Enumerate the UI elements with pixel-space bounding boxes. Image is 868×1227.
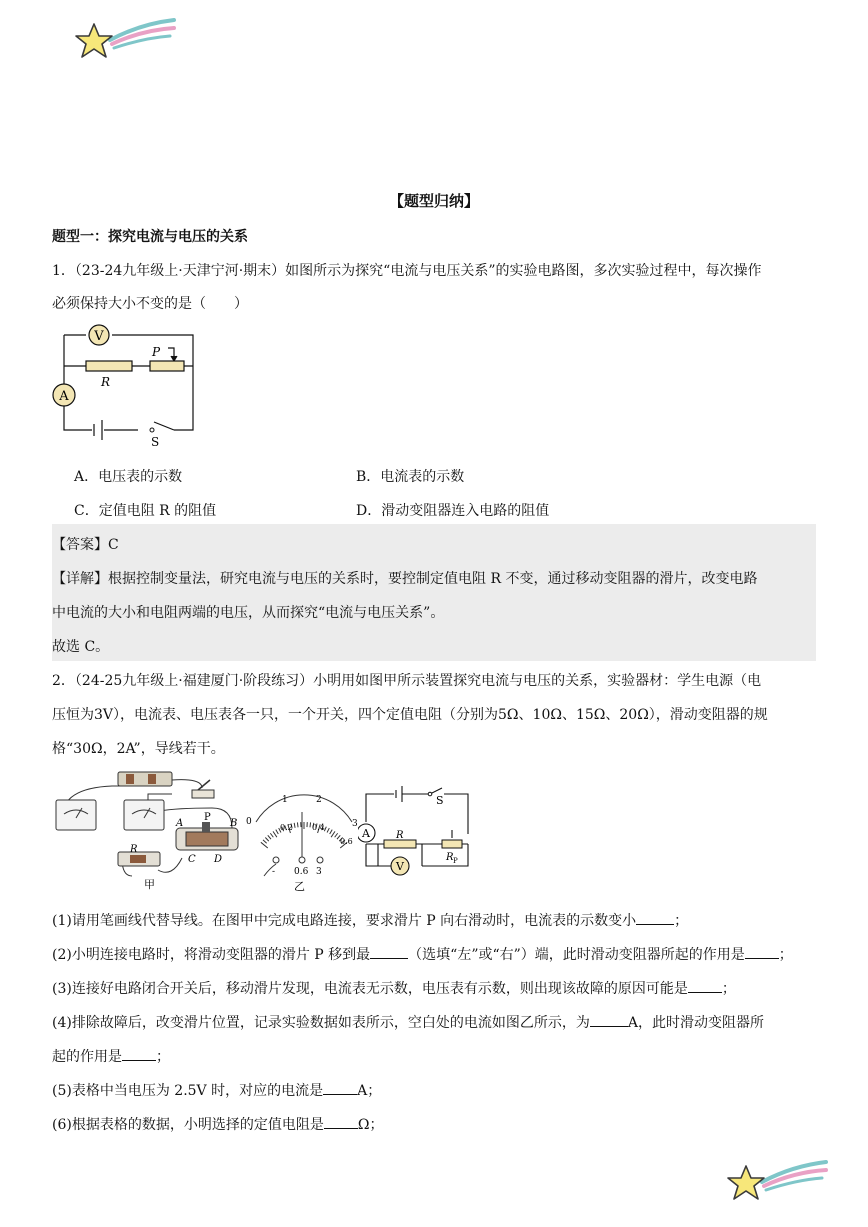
dial-tick-mark [273, 831, 277, 837]
dial-tick-mark [265, 838, 268, 842]
slider-label: P [152, 345, 161, 359]
dial-tick-mark [270, 833, 273, 837]
rheostat-label-a: A [176, 818, 184, 829]
question-2-text-cont2: 格“30Ω，2A”，导线若干。 [52, 741, 225, 757]
answer-blank-6[interactable] [324, 1114, 358, 1129]
answer-blank-4b[interactable] [122, 1046, 156, 1061]
rheostat-label-p: P [204, 812, 211, 823]
option-a[interactable]: A．电压表的示数 [74, 469, 183, 485]
figure-yi-caption: 乙 [294, 880, 305, 893]
figure-jia-caption: 甲 [144, 878, 155, 891]
dial-tick-2: 2 [316, 795, 322, 805]
answer-blank-3[interactable] [688, 978, 722, 993]
answer-box [52, 524, 816, 661]
dial-subtick-3: 0.6 [340, 837, 353, 846]
sub-question-2: (2)小明连接电路时，将滑动变阻器的滑片 P 移到最 （选填“左”或“右”）端，此时滑动变阻器所起的作用是 ； [52, 944, 793, 964]
option-c[interactable]: C．定值电阻 R 的阻值 [74, 503, 217, 519]
sub-question-6: (6)根据表格的数据，小明选择的定值电阻是 Ω； [52, 1114, 383, 1134]
answer-blank-1[interactable] [636, 910, 674, 925]
resistor-label: R [101, 375, 111, 389]
dial-tick-mark [335, 833, 338, 837]
dial-tick-mark [268, 835, 271, 839]
answer-conclusion: 故选 C。 [52, 639, 110, 655]
answer-blank-2b[interactable] [745, 944, 779, 959]
sub-question-4: (4)排除故障后，改变滑片位置，记录实验数据如表所示，空白处的电流如图乙所示，为 A，此时滑动变阻器所 [52, 1012, 764, 1032]
circuit-voltmeter-label: V [396, 860, 404, 873]
q2-circuit-diagram [358, 786, 478, 882]
sub-question-1: (1)请用笔画线代替导线。在图甲中完成电路连接，要求滑片 P 向右滑动时，电流表的示数变小 ； [52, 910, 688, 930]
dial-tick-mark [263, 840, 267, 843]
answer-detail: 【详解】根据控制变量法，研究电流与电压的关系时，要控制定值电阻 R 不变，通过移动变阻器的滑片，改变电路 [52, 571, 758, 587]
question-1-text-cont: 必须保持大小不变的是（ ） [52, 296, 248, 312]
type-heading: 题型一：探究电流与电压的关系 [52, 229, 248, 245]
circuit-switch-label: S [436, 794, 444, 807]
dial-tick-mark [276, 830, 279, 834]
star-decoration-icon [722, 1156, 832, 1206]
sub-question-5: (5)表格中当电压为 2.5V 时，对应的电流是 A； [52, 1080, 381, 1100]
sub-question-3: (3)连接好电路闭合开关后，移动滑片发现，电流表无示数，电压表有示数，则出现该故障的原因可能是 ； [52, 978, 736, 998]
star-decoration-icon [70, 14, 180, 64]
ammeter-label: A [59, 389, 69, 404]
answer-detail-cont: 中电流的大小和电阻两端的电压，从而探究“电流与电压关系”。 [52, 605, 445, 621]
answer-blank-4a[interactable] [590, 1012, 628, 1027]
dial-subtick-1: 0.2 [280, 823, 293, 832]
dial-tick-mark [297, 822, 298, 827]
answer-blank-5[interactable] [323, 1080, 357, 1095]
dial-tick-mark [310, 822, 311, 827]
dial-tick-1: 1 [282, 795, 288, 805]
rheostat-label-c: C [188, 854, 196, 865]
question-2-text: 2．（24-25九年级上·福建厦门·阶段练习）小明用如图甲所示装置探究电流与电压的关系，实验器材：学生电源（电 [52, 673, 762, 689]
dial-tick-mark [331, 831, 335, 837]
section-title: 【题型归纳】 [388, 192, 479, 210]
fixed-resistor-label: R [130, 844, 138, 855]
question-2-text-cont: 压恒为3V），电流表、电压表各一只，一个开关，四个定值电阻（分别为5Ω、10Ω、15Ω、20Ω），滑动变阻器的规 [52, 707, 768, 723]
answer-blank-2a[interactable] [370, 944, 408, 959]
circuit-rp-sub: P [453, 857, 458, 865]
option-d[interactable]: D．滑动变阻器连入电路的阻值 [356, 503, 550, 519]
rheostat-label-b: B [230, 818, 238, 829]
sub-question-4-cont: 起的作用是 ； [52, 1046, 170, 1066]
terminal-3: 3 [316, 867, 322, 877]
question-1-text: 1．（23-24九年级上·天津宁河·期末）如图所示为探究“电流与电压关系”的实验电路图，多次实验过程中，每次操作 [52, 263, 762, 279]
rheostat-label-d: D [214, 854, 223, 865]
dial-tick-mark [330, 830, 333, 834]
circuit-rp-label: R [446, 852, 454, 863]
figure-jia-apparatus [52, 768, 247, 894]
dial-tick-3: 3 [352, 819, 358, 829]
circuit-r-label: R [396, 830, 404, 841]
terminal-neg: - [272, 867, 276, 877]
figure-yi-ammeter-dial [244, 790, 362, 894]
answer-text: 【答案】C [52, 537, 119, 553]
option-b[interactable]: B．电流表的示数 [356, 469, 465, 485]
dial-tick-mark [294, 823, 295, 828]
voltmeter-label: V [94, 329, 104, 344]
dial-tick-0: 0 [246, 817, 252, 827]
dial-tick-mark [327, 828, 329, 832]
q1-circuit-diagram [48, 318, 218, 450]
dial-subtick-2: 0.4 [312, 823, 325, 832]
switch-label: S [151, 435, 160, 449]
terminal-06: 0.6 [294, 867, 309, 877]
circuit-ammeter-label: A [362, 827, 370, 840]
